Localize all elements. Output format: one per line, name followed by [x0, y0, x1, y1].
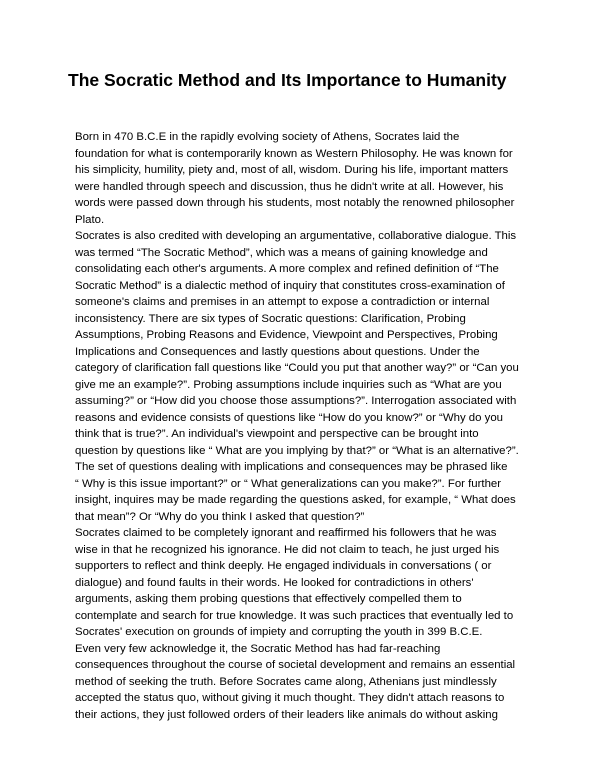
text-line: arguments, asking them probing questions that effectively compelled them to	[75, 593, 462, 605]
text-line: foundation for what is contemporarily known as Western Philosophy. He was known for	[75, 147, 513, 160]
text-line: assuming?” or “How did you choose those assumptions?”. Interrogation associated with	[75, 395, 517, 407]
text-line: their actions, they just followed orders of their leaders like animals do without asking	[75, 708, 498, 721]
text-line: give me an example?”. Probing assumptions include inquiries such as “What are you	[75, 378, 502, 391]
text-line: someone's claims and premises in an attempt to expose a contradiction or internal	[75, 296, 490, 308]
text-line: think that is true?”. An individual's viewpoint and perspective can be brought into	[75, 428, 479, 440]
page-title: The Socratic Method and Its Importance to Humanity	[68, 70, 507, 90]
text-line: method of seeking the truth. Before Socrates came along, Athenians just mindlessly	[75, 675, 497, 688]
text-line: “ Why is this issue important?” or “ What generalizations can you make?”. For further	[75, 477, 502, 490]
text-line: Socrates claimed to be completely ignorant and reaffirmed his followers that he was	[75, 527, 497, 539]
text-line: that mean”? Or “Why do you think I asked that question?”	[75, 510, 365, 523]
text-line: Implications and Consequences and lastly questions about questions. Under the	[75, 345, 480, 358]
text-line: accepted the status quo, without giving it much thought. They didn't attach reasons to	[75, 692, 505, 704]
text-line: category of clarification fall questions like “Could you put that another way?” or “Can you	[75, 362, 519, 374]
text-line: Even very few acknowledge it, the Socratic Method has had far-reaching	[75, 642, 441, 655]
text-line: consequences throughout the course of societal development and remains an essential	[75, 659, 516, 671]
text-line: words were passed down through his students, most notably the renowned philosopher	[75, 197, 515, 209]
text-line: Socratic Method” is a dialectic method of inquiry that constitutes cross-examination of	[75, 279, 505, 292]
text-line: dialogue) and found faults in their words. He looked for contradictions in others'	[75, 576, 474, 589]
essay-body	[75, 129, 595, 723]
text-line: wise in that he recognized his ignorance. He did not claim to teach, he just urged his	[75, 543, 500, 556]
text-line: consolidating each other's arguments. A more complex and refined definition of “The	[75, 263, 499, 275]
text-line: Assumptions, Probing Reasons and Evidence, Viewpoint and Perspectives, Probing	[75, 329, 498, 341]
text-line: inconsistency. There are six types of Socratic questions: Clarification, Probing	[75, 312, 466, 325]
text-line: Socrates' execution on grounds of impiety and corrupting the youth in 399 B.C.E.	[75, 626, 483, 638]
text-line: were handled through speech and discussion, thus he didn't write at all. However, his	[75, 180, 504, 193]
text-line: supporters to reflect and think deeply. He engaged individuals in conversations ( or	[75, 560, 492, 572]
text-line: contemplate and search for true knowledge. It was such practices that eventually led to	[75, 609, 514, 622]
text-line: was termed “The Socratic Method”, which was a means of gaining knowledge and	[75, 246, 488, 259]
text-line: Born in 470 B.C.E in the rapidly evolving society of Athens, Socrates laid the	[75, 131, 460, 143]
text-line: question by questions like “ What are you implying by that?” or “What is an alternative?”.	[75, 444, 519, 457]
text-line: Plato.	[75, 213, 105, 226]
text-line: his simplicity, humility, piety and, most of all, wisdom. During his life, important matters	[75, 164, 509, 176]
text-line: The set of questions dealing with implications and consequences may be phrased like	[75, 461, 508, 473]
text-line: insight, inquires may be made regarding the questions asked, for example, “ What does	[75, 494, 516, 506]
text-line: reasons and evidence consists of questions like “How do you know?” or “Why do you	[75, 411, 503, 424]
text-line: Socrates is also credited with developing an argumentative, collaborative dialogue. This	[75, 230, 517, 242]
